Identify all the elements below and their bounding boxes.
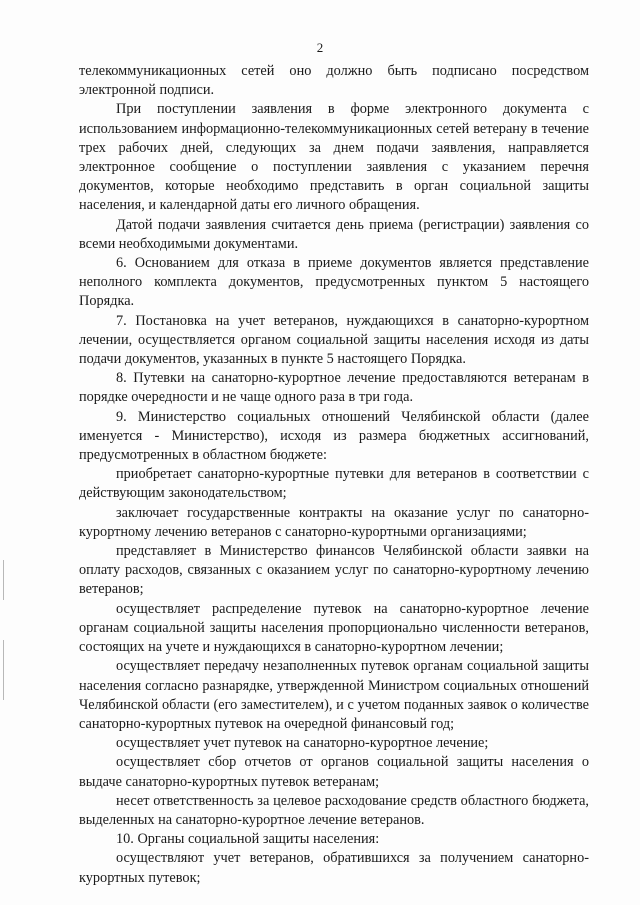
paragraph-electronic-application: При поступлении заявления в форме электронного документа с использованием информационно-телекоммуникационных сетей ветерану в течение трех рабочих дней, следующих за днем подачи заявления, направляется электронное сообщение о поступлении заявления с указанием перечня документов, которые необходимо представить в орган социальной защиты населения, и календарной даты его личного обращения. — [79, 101, 589, 214]
paragraph-application-date: Датой подачи заявления считается день приема (регистрации) заявления со всеми необходимыми документами. — [79, 216, 589, 252]
paragraph-item-8: 8. Путевки на санаторно-курортное лечение предоставляются ветеранам в порядке очередности и не чаще одного раза в три года. — [79, 370, 589, 406]
scan-edge-mark — [3, 640, 4, 700]
document-body — [79, 62, 589, 888]
paragraph-item-10-accounting: осуществляют учет ветеранов, обратившихся за получением санаторно-курортных путевок; — [79, 850, 589, 886]
paragraph-item-9-purchases: приобретает санаторно-курортные путевки для ветеранов в соответствии с действующим законодательством; — [79, 466, 589, 502]
paragraph-item-10: 10. Органы социальной защиты населения: — [116, 831, 380, 848]
paragraph-item-9-requests: представляет в Министерство финансов Челябинской области заявки на оплату расходов, связанных с оказанием услуг по санаторно-курортному лечению ветеранов; — [79, 543, 589, 598]
paragraph-item-9-distribution: осуществляет распределение путевок на санаторно-курортное лечение органам социальной защиты населения пропорционально численности ветеранов, состоящих на учете и нуждающихся в санаторно-курортном лечении; — [79, 600, 589, 656]
scan-edge-mark — [3, 560, 4, 600]
paragraph-item-6: 6. Основанием для отказа в приеме документов является представление неполного комплекта документов, предусмотренных пунктом 5 настоящего Порядка. — [79, 255, 589, 310]
page-number: 2 — [316, 40, 324, 55]
paragraph-item-7: 7. Постановка на учет ветеранов, нуждающихся в санаторно-курортном лечении, осуществляется органом социальной защиты населения исходя из даты подачи документов, указанных в пункте 5 настоящего Порядка. — [79, 312, 589, 368]
paragraph-item-9-reports: осуществляет сбор отчетов от органов социальной защиты населения о выдаче санаторно-курортных путевок ветеранам; — [79, 754, 589, 790]
paragraph-continuation: телекоммуникационных сетей оно должно быть подписано посредством электронной подписи. — [79, 63, 589, 99]
paragraph-item-9-accounting: осуществляет учет путевок на санаторно-курортное лечение; — [116, 735, 489, 752]
paragraph-item-9-contracts: заключает государственные контракты на оказание услуг по санаторно-курортному лечению ветеранов с санаторно-курортными организациями; — [79, 504, 589, 540]
paragraph-item-9-responsibility: несет ответственность за целевое расходование средств областного бюджета, выделенных на санаторно-курортное лечение ветеранов. — [79, 792, 589, 828]
paragraph-item-9: 9. Министерство социальных отношений Челябинской области (далее именуется - Министерство), исходя из размера бюджетных ассигнований, предусмотренных в областном бюджете: — [79, 408, 589, 464]
paragraph-item-9-transfer: осуществляет передачу незаполненных путевок органам социальной защиты населения согласно разнарядке, утвержденной Министром социальных отношений Челябинской области (его заместителем), и с учетом поданных заявок о количестве санаторно-курортных путевок на очередной финансовый год; — [79, 658, 589, 732]
